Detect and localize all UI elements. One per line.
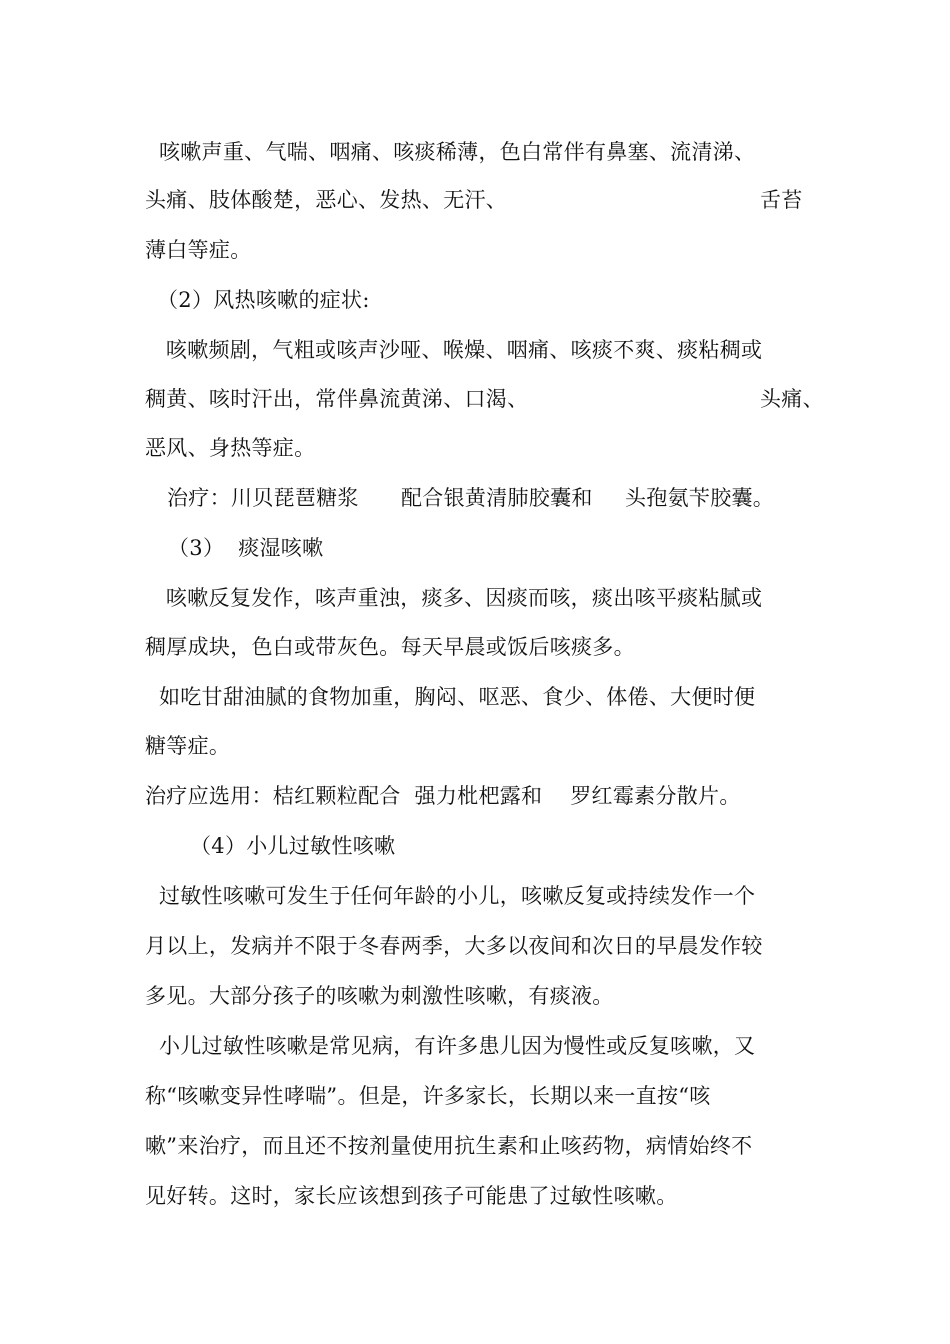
text-line: 稠黄、咳时汗出，常伴鼻流黄涕、口渴、 <box>145 387 529 411</box>
treatment-line: 头孢氨苄胶囊。 <box>625 486 775 510</box>
text-line: 月以上，发病并不限于冬春两季，大多以夜间和次日的早晨发作较 <box>145 934 763 958</box>
text-line: 糖等症。 <box>145 734 231 758</box>
text-line: 过敏性咳嗽可发生于任何年龄的小儿，咳嗽反复或持续发作一个 <box>145 884 756 908</box>
text-line: 薄白等症。 <box>145 238 252 262</box>
treatment-line: 治疗应选用：桔红颗粒配合 强力枇杷露和 罗红霉素分散片。 <box>145 784 741 808</box>
text-line: 头痛、肢体酸楚，恶心、发热、无汗、 <box>145 188 508 212</box>
text-line: 咳嗽声重、气喘、咽痛、咳痰稀薄，色白常伴有鼻塞、流清涕、 <box>145 140 756 164</box>
text-line: 小儿过敏性咳嗽是常见病，有许多患儿因为慢性或反复咳嗽，又 <box>145 1034 756 1058</box>
text-line: 舌苔 <box>760 188 803 212</box>
text-line: 咳嗽反复发作，咳声重浊，痰多、因痰而咳，痰出咳平痰粘腻或 <box>145 586 763 610</box>
text-line: 见好转。这时，家长应该想到孩子可能患了过敏性咳嗽。 <box>145 1184 678 1208</box>
text-line: 多见。大部分孩子的咳嗽为刺激性咳嗽，有痰液。 <box>145 984 614 1008</box>
text-line: 如吃甘甜油腻的食物加重，胸闷、呕恶、食少、体倦、大便时便 <box>145 685 756 709</box>
text-line: 恶风、身热等症。 <box>145 436 316 460</box>
text-line: 咳嗽频剧，气粗或咳声沙哑、喉燥、咽痛、咳痰不爽、痰粘稠或 <box>145 338 763 362</box>
section-heading: （4）小儿过敏性咳嗽 <box>190 834 396 858</box>
treatment-line: 治疗：川贝琵琶糖浆 <box>167 486 359 510</box>
text-line: 稠厚成块，色白或带灰色。每天早晨或饭后咳痰多。 <box>145 635 635 659</box>
text-line: 称“咳嗽变异性哮喘”。但是，许多家长，长期以来一直按“咳 <box>145 1084 711 1108</box>
section-heading: （2）风热咳嗽的症状: <box>157 288 370 312</box>
text-line: 嗽”来治疗，而且还不按剂量使用抗生素和止咳药物，病情始终不 <box>145 1134 753 1158</box>
section-heading: （3） 痰湿咳嗽 <box>168 536 324 560</box>
treatment-line: 配合银黄清肺胶囊和 <box>401 486 593 510</box>
text-line: 头痛、 <box>760 387 824 411</box>
